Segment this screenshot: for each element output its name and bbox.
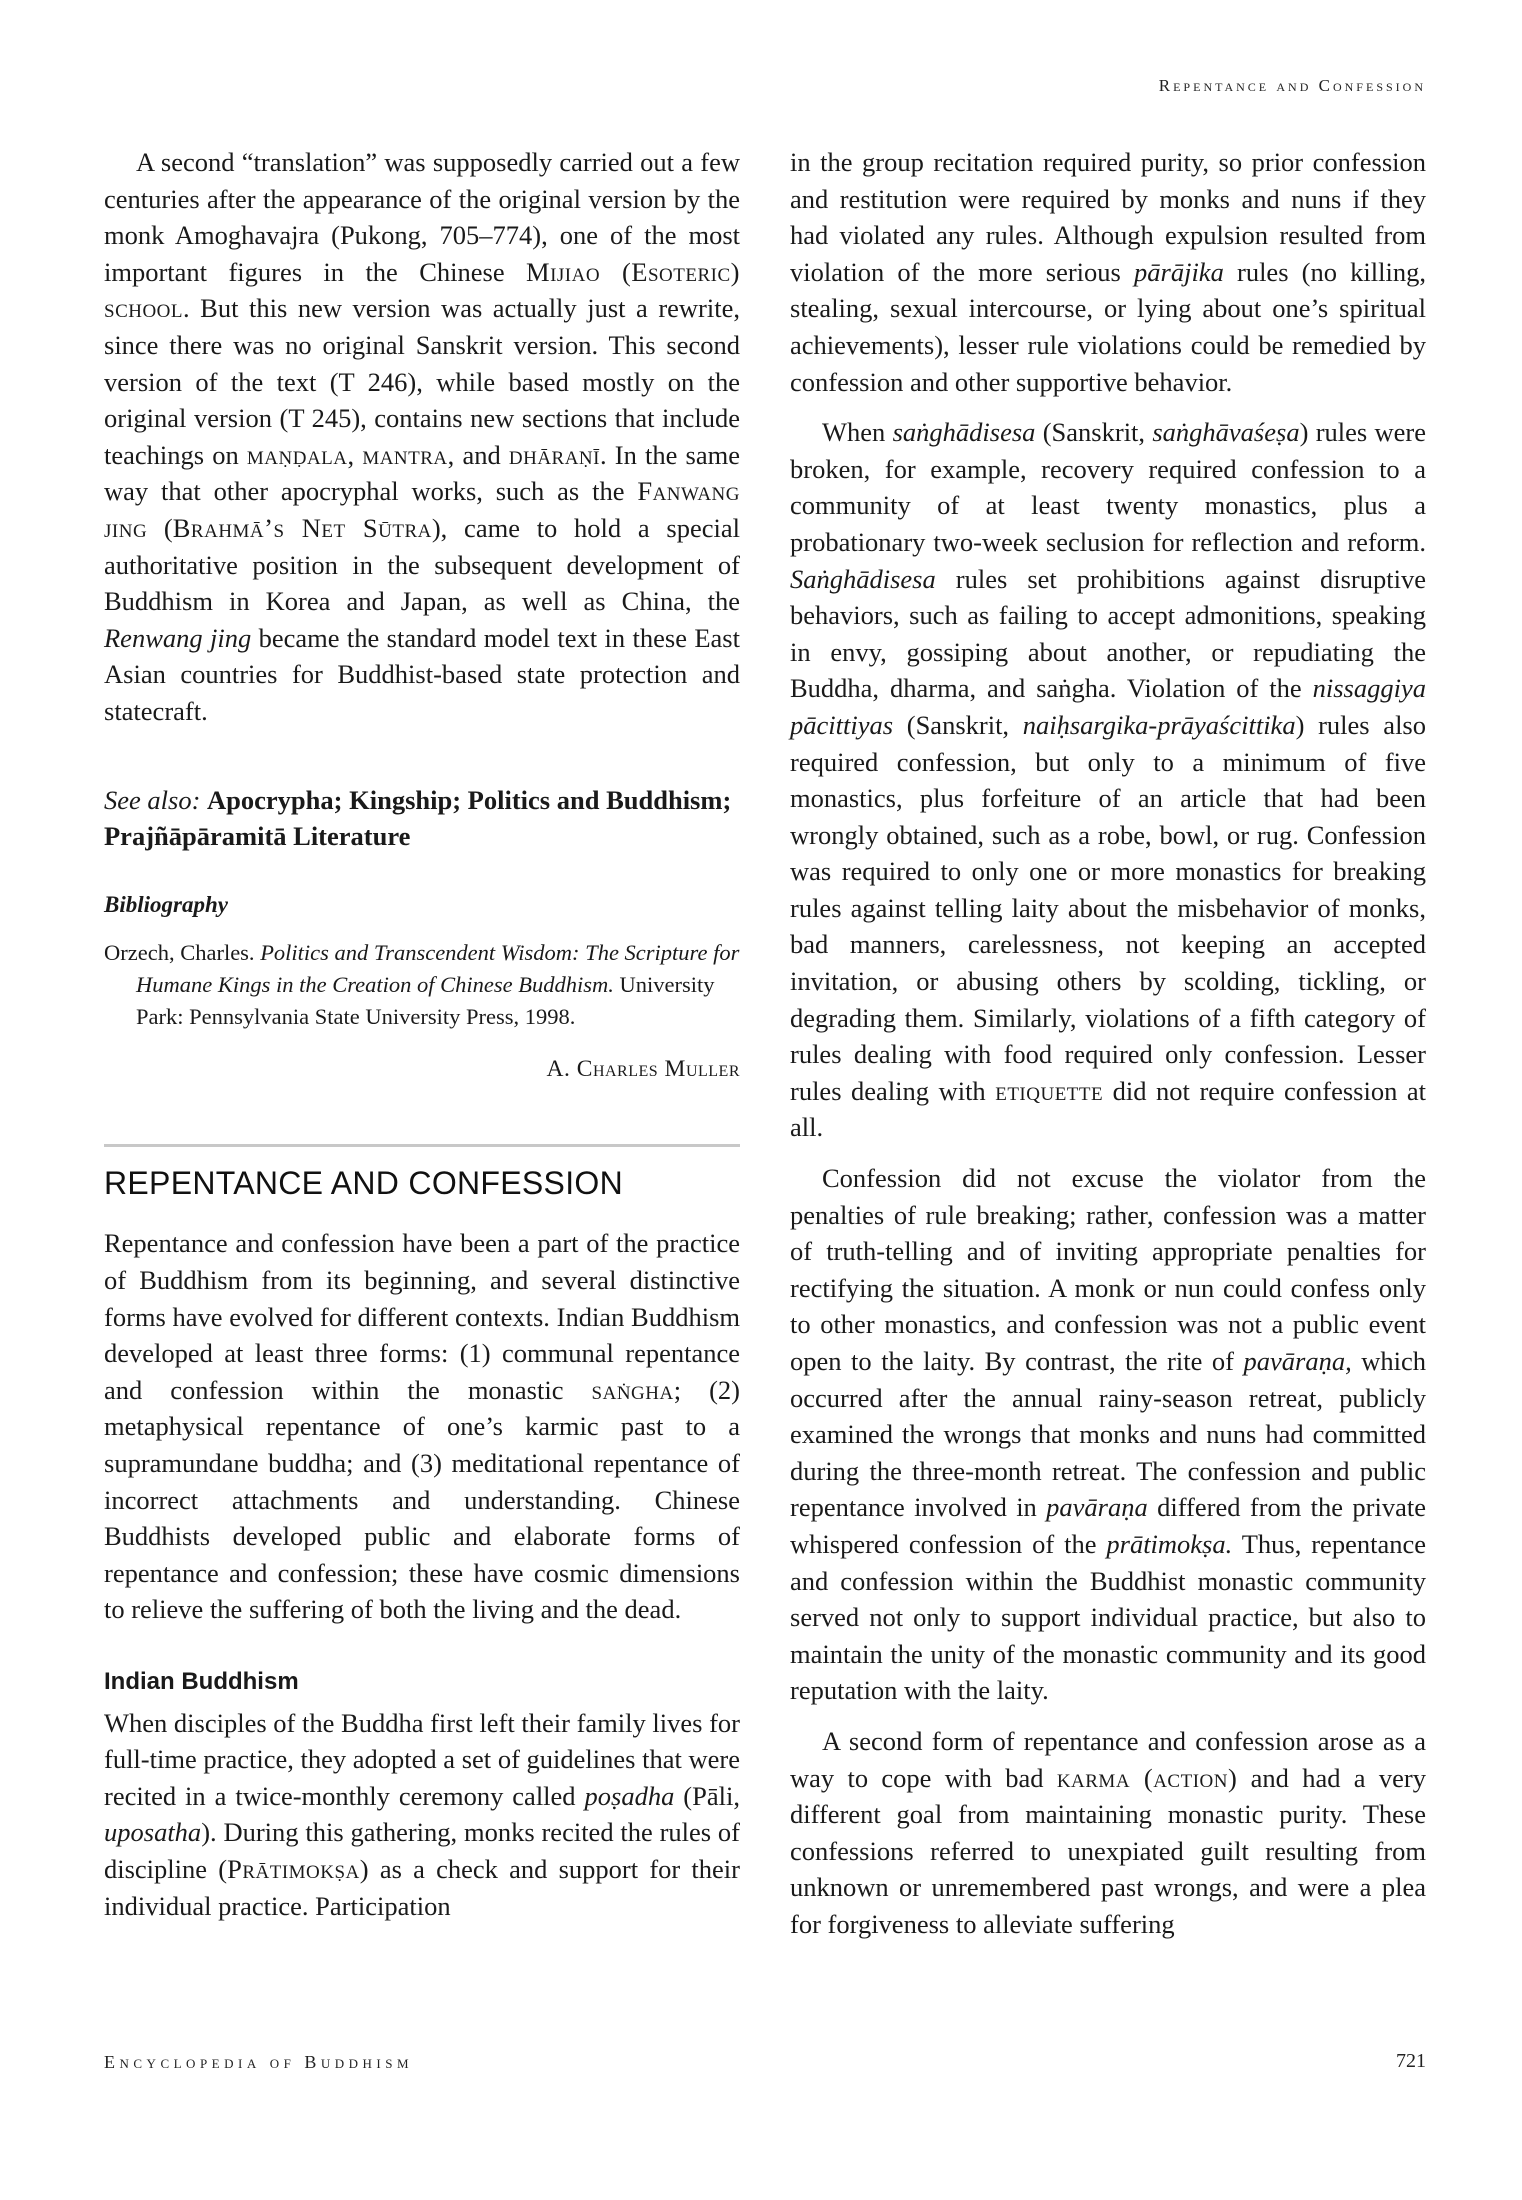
paragraph: A second “translation” was supposedly carried out a few centuries after the appearance of the original version by the monk Amoghavajra (Pukong, 705–774), one of the most important figures in the Chinese Mijiao (Esoteric) school. But this new version was actually just a rewrite, since there was no original Sanskrit version. This second version of the text (T 246), while based mostly on the original version (T 245), contains new sections that include teachings on maṇḍala, mantra, and dhāraṇī. In the same way that other apocryphal works, such as the Fanwang jing (Brahmā’s Net Sūtra), came to hold a special authoritative position in the subsequent development of Buddhism in Korea and Japan, as well as China, the Renwang jing became the standard model text in these East Asian countries for Buddhist-based state protection and statecraft. xyxy=(104,147,740,726)
bibliography-entry: Orzech, Charles. Politics and Transcendent Wisdom: The Scripture for Humane Kings in the Creation of Chinese Buddhism. University Park: Pennsylvania State University Press, 1998. xyxy=(104,940,740,1030)
page-number: 721 xyxy=(1396,2050,1426,2072)
cross-reference: maṇḍala xyxy=(246,439,348,470)
cross-reference: Prātimokṣa xyxy=(227,1853,360,1884)
running-head: Repentance and Confession xyxy=(1158,76,1426,95)
right-column xyxy=(790,144,1426,1957)
cross-reference: mantra xyxy=(362,439,448,470)
cross-reference: Brahmā’s Net Sūtra xyxy=(172,512,432,543)
paragraph: Repentance and confession have been a part of the practice of Buddhism from its beginning, and several distinctive forms have evolved for different contexts. Indian Buddhism developed at least three forms: (1) communal repentance and confession within the monastic saṅgha; (2) metaphysical repentance of one’s karmic past to a supramundane buddha; and (3) meditational repentance of incorrect attachments and understanding. Chinese Buddhists developed public and elaborate forms of repentance and confession; these have cosmic dimensions to relieve the suffering of both the living and the dead. xyxy=(104,1228,741,1625)
see-also-items: Apocrypha; Kingship; Politics and Buddhism; Prajñāpāramitā Literature xyxy=(104,784,732,852)
bibliography-heading: Bibliography xyxy=(104,891,228,917)
article-author: A. Charles Muller xyxy=(546,1056,740,1083)
book-title: Encyclopedia of Buddhism xyxy=(104,2052,414,2072)
subheading: Indian Buddhism xyxy=(104,1668,299,1695)
cross-reference: Mijiao (Esoteric) school xyxy=(104,256,740,324)
cross-reference: Fanwang jing xyxy=(104,476,740,543)
cross-reference: saṅgha xyxy=(591,1374,674,1405)
entry-title: REPENTANCE AND CONFESSION xyxy=(104,1164,623,1201)
paragraph: in the group recitation required purity, so prior confession and restitution were required by monks and nuns if they had violated any rules. Although expulsion resulted from violation of the more serious pārājika rules (no killing, stealing, sexual intercourse, or lying about one’s spiritual achievements), lesser rule violations could be remedied by confession and other supportive behavior. xyxy=(790,147,1426,397)
section-divider xyxy=(104,1144,740,1147)
paragraph: When saṅghādisesa (Sanskrit, saṅghāvaśeṣa) rules were broken, for example, recovery required confession to a community of at least twenty monastics, plus a probationary two-week seclusion for reflection and reform. Saṅghādisesa rules set prohibitions against disruptive behaviors, such as failing to accept admonitions, speaking in envy, gossiping about another, or repudiating the Buddha, dharma, and saṅgha. Violation of the nissaggiya pācittiyas (Sanskrit, naiḥsargika-prāyaścittika) rules also required confession, but only to a minimum of five monastics, plus forfeiture of an article that had been wrongly obtained, such as a robe, bowl, or rug. Confession was required to only one or more monastics for breaking rules against telling laity about the misbehavior of monks, bad manners, carelessness, not keeping an accepted invitation, or abusing others by scolding, tickling, or degrading them. Similarly, violations of a fifth category of rules dealing with food required only confession. Lesser rules dealing with etiquette did not require confession at all. xyxy=(790,417,1427,1143)
see-also-label: See also: xyxy=(104,784,201,815)
cross-reference: karma (action) xyxy=(1056,1762,1238,1793)
cross-reference: etiquette xyxy=(995,1075,1104,1106)
paragraph: Confession did not excuse the violator from the penalties of rule breaking; rather, confession was a matter of truth-telling and of inviting appropriate penalties for rectifying the situation. A monk or nun could confess only to other monastics, and confession was not a public event open to the laity. By contrast, the rite of pavāraṇa, which occurred after the annual rainy-season retreat, publicly examined the wrongs that monks and nuns had committed during the three-month retreat. The confession and public repentance involved in pavāraṇa differed from the private whispered confession of the prātimokṣa. Thus, repentance and confession within the Buddhist monastic community served not only to support individual practice, but also to maintain the unity of the monastic community and its good reputation with the laity. xyxy=(790,1163,1426,1706)
left-column xyxy=(104,144,740,1938)
paragraph: When disciples of the Buddha first left their family lives for full-time practice, they adopted a set of guidelines that were recited in a twice-monthly ceremony called poṣadha (Pāli, uposatha). During this gathering, monks recited the rules of discipline (Prātimokṣa) as a check and support for their individual practice. Participation xyxy=(104,1707,740,1921)
paragraph: A second form of repentance and confession arose as a way to cope with bad karma (action) and had a very different goal from maintaining monastic purity. These confessions referred to unexpiated guilt resulting from unknown or unremembered past wrongs, and were a plea for forgiveness to alleviate suffering xyxy=(790,1725,1426,1939)
see-also xyxy=(104,782,740,855)
cross-reference: dhāraṇī xyxy=(508,439,600,470)
